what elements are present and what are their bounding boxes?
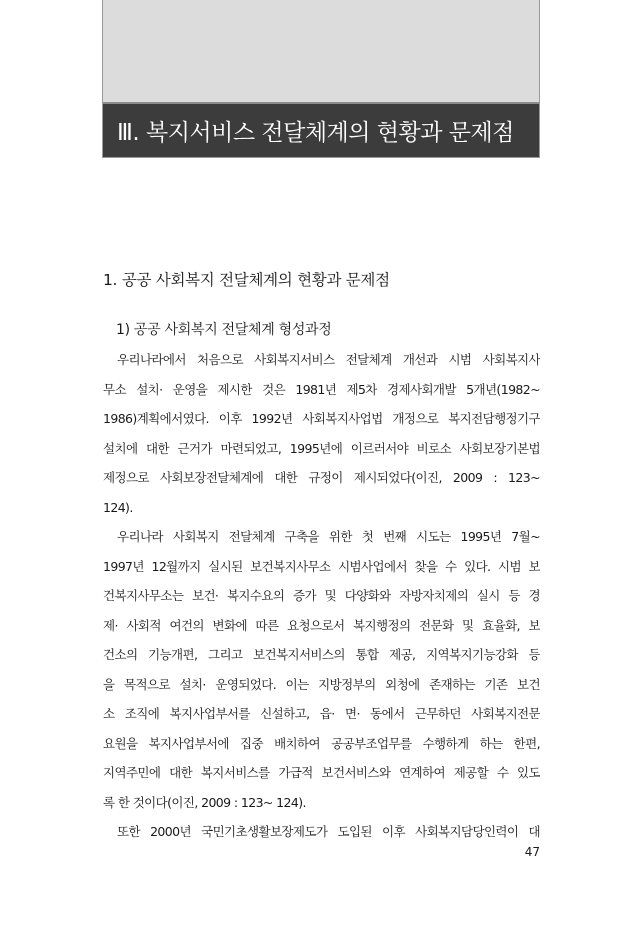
chapter-title: Ⅲ. 복지서비스 전달체계의 현황과 문제점	[117, 120, 514, 146]
paragraph-line: 우리나라 사회복지 전달체계 구축을 위한 첫 번째 시도는 1995년 7월~	[117, 529, 540, 544]
paragraph-line: 건복지사무소는 보건· 복지수요의 증가 및 다양화와 자방자치제의 실시 등 경	[103, 588, 540, 603]
section-heading: 1. 공공 사회복지 전달체계의 현황과 문제점	[103, 271, 390, 289]
paragraph-line: 1997년 12월까지 실시된 보건복지사무소 시범사업에서 찾을 수 있다. 시범 보	[103, 558, 540, 574]
paragraph-line: 무소 설치· 운영을 제시한 것은 1981년 제5차 경제사회개발 5개년(1982~	[103, 381, 540, 397]
paragraph-line: 요원을 복지사업부서에 집중 배치하여 공공부조업무를 수행하게 하는 한편,	[103, 735, 540, 751]
paragraph-line: 124).	[103, 499, 133, 515]
subsection-heading: 1) 공공 사회복지 전달체계 형성과정	[116, 322, 332, 338]
paragraph-line: 제정으로 사회보장전달체계에 대한 규정이 제시되었다(이진, 2009 : 123~	[103, 470, 540, 485]
paragraph-line: 록 한 것이다(이진, 2009 : 123~ 124).	[103, 794, 306, 810]
paragraph-line: 설치에 대한 근거가 마련되었고, 1995년에 이르러서야 비로소 사회보장기본법	[103, 440, 540, 456]
paragraph-line: 제· 사회적 여건의 변화에 따른 요청으로서 복지행정의 전문화 및 효율화, 보	[103, 617, 540, 633]
paragraph-line: 지역주민에 대한 복지서비스를 가급적 보건서비스와 연계하여 제공할 수 있도	[103, 765, 540, 780]
paragraph-line: 우리나라에서 처음으로 사회복지서비스 전달체계 개선과 시범 사회복지사	[117, 352, 540, 367]
paragraph-line: 또한 2000년 국민기초생활보장제도가 도입된 이후 사회복지담당인력이 대	[117, 824, 540, 839]
chapter-title-band	[103, 102, 539, 157]
body-text	[103, 345, 540, 847]
paragraph-line: 1986)계획에서였다. 이후 1992년 사회복지사업법 개정으로 복지전담행정기구	[103, 411, 540, 426]
paragraph-line: 소 조직에 복지사업부서를 신설하고, 읍· 면· 동에서 근무하던 사회복지전문	[103, 706, 540, 721]
paragraph-line: 건소의 기능개편, 그리고 보건복지서비스의 통합 제공, 지역복지기능강화 등	[103, 647, 540, 662]
paragraph-line: 을 목적으로 설치· 운영되었다. 이는 지방정부의 외청에 존재하는 기존 보건	[103, 676, 540, 692]
chapter-header-box	[102, 0, 540, 158]
page-number: 47	[524, 845, 540, 859]
